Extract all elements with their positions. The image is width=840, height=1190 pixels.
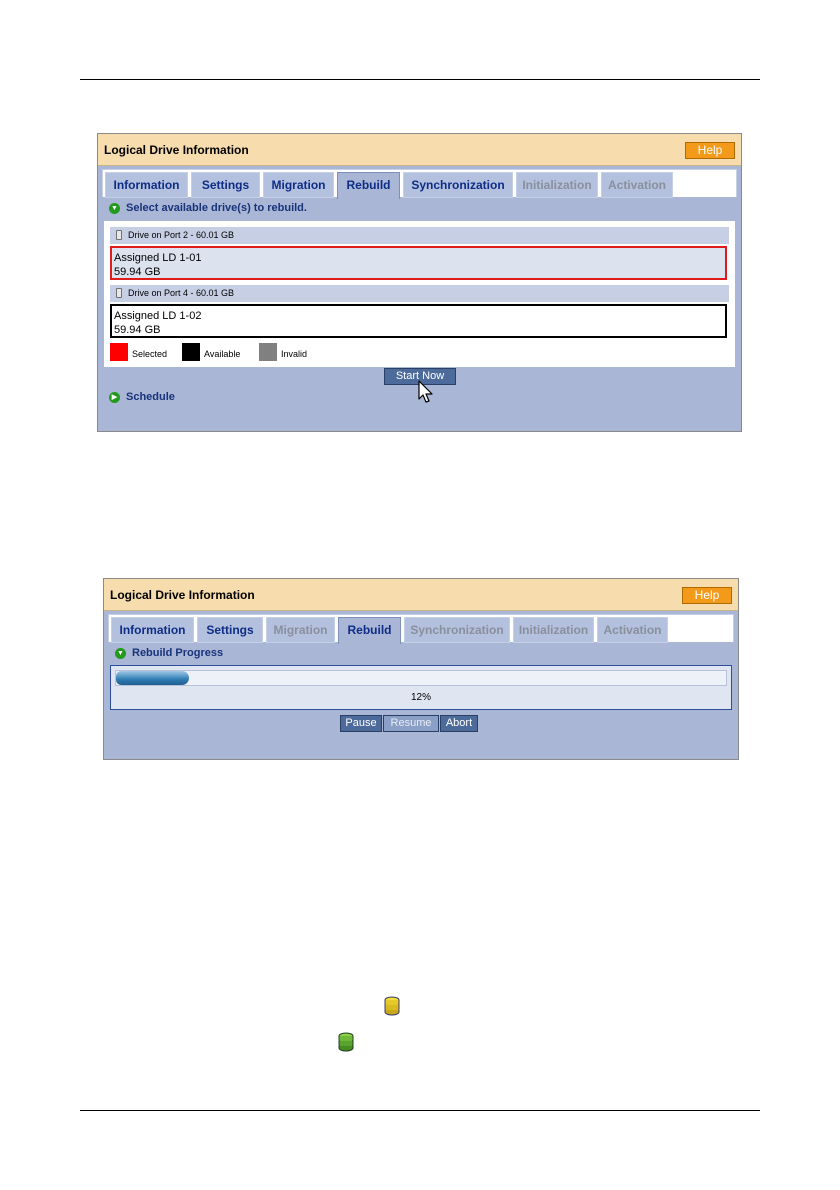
tab-activation: Activation	[597, 617, 668, 643]
drive-option-ld-1-01[interactable]	[110, 246, 727, 280]
section-select-drives[interactable]	[98, 199, 741, 217]
tab-bar	[102, 169, 737, 197]
tab-initialization: Initialization	[516, 172, 598, 198]
resume-button: Resume	[383, 715, 439, 732]
tab-migration[interactable]: Migration	[263, 172, 334, 198]
section-schedule[interactable]	[98, 388, 298, 406]
progress-bar-fill	[116, 671, 189, 685]
progress-percent-text: 12%	[410, 692, 431, 703]
tab-bar	[108, 614, 734, 642]
page-top-rule	[80, 79, 760, 80]
drive-assignment: Assigned LD 1-02	[114, 310, 202, 322]
tab-initialization: Initialization	[513, 617, 594, 643]
logical-drive-info-panel-rebuild-progress	[103, 578, 739, 760]
tab-settings[interactable]: Settings	[191, 172, 260, 198]
legend-swatch-selected	[110, 343, 128, 361]
page-bottom-rule	[80, 1110, 760, 1111]
help-button[interactable]: Help	[685, 142, 735, 159]
tab-information[interactable]: Information	[105, 172, 188, 198]
help-button[interactable]: Help	[682, 587, 732, 604]
tab-migration: Migration	[266, 617, 335, 643]
panel-header	[98, 134, 741, 166]
drive-size: 59.94 GB	[114, 324, 161, 336]
tab-activation: Activation	[601, 172, 673, 198]
drive-icon	[116, 288, 122, 298]
tab-information[interactable]: Information	[111, 617, 194, 643]
drive-list	[104, 221, 735, 367]
drive-size: 59.94 GB	[114, 266, 161, 278]
panel-header	[104, 579, 738, 611]
legend-label-selected: Selected	[132, 349, 168, 359]
expand-arrow-icon[interactable]: ▼	[115, 648, 126, 659]
tab-rebuild[interactable]: Rebuild	[337, 172, 400, 199]
expand-arrow-icon[interactable]: ▼	[109, 203, 120, 214]
drive-option-ld-1-02[interactable]	[110, 304, 727, 338]
section-label: Rebuild Progress	[132, 647, 224, 659]
legend-label-invalid: Invalid	[281, 349, 308, 359]
drive-header-port2: Drive on Port 2 - 60.01 GB	[110, 227, 729, 244]
tab-synchronization[interactable]: Synchronization	[403, 172, 513, 198]
drive-assignment: Assigned LD 1-01	[114, 252, 202, 264]
tab-rebuild[interactable]: Rebuild	[338, 617, 401, 644]
pause-button[interactable]: Pause	[340, 715, 382, 732]
abort-button[interactable]: Abort	[440, 715, 478, 732]
mouse-pointer-icon	[418, 380, 434, 404]
start-now-button[interactable]: Start Now	[384, 368, 456, 385]
section-rebuild-progress[interactable]	[104, 644, 738, 662]
legend-label-available: Available	[204, 349, 241, 359]
drive-icon	[116, 230, 122, 240]
panel-title: Logical Drive Information	[110, 588, 255, 602]
schedule-label: Schedule	[126, 391, 175, 403]
drive-header-port4: Drive on Port 4 - 60.01 GB	[110, 285, 729, 302]
legend-swatch-available	[182, 343, 200, 361]
progress-track	[115, 670, 727, 686]
tab-synchronization: Synchronization	[404, 617, 510, 643]
rebuild-progress-box	[110, 665, 732, 710]
yellow-drive-stack-icon	[383, 996, 401, 1016]
green-drive-stack-icon	[337, 1032, 355, 1052]
panel-title: Logical Drive Information	[104, 143, 249, 157]
tab-settings[interactable]: Settings	[197, 617, 263, 643]
legend-swatch-invalid	[259, 343, 277, 361]
section-label: Select available drive(s) to rebuild.	[126, 202, 307, 214]
collapsed-arrow-icon[interactable]: ▶	[109, 392, 120, 403]
